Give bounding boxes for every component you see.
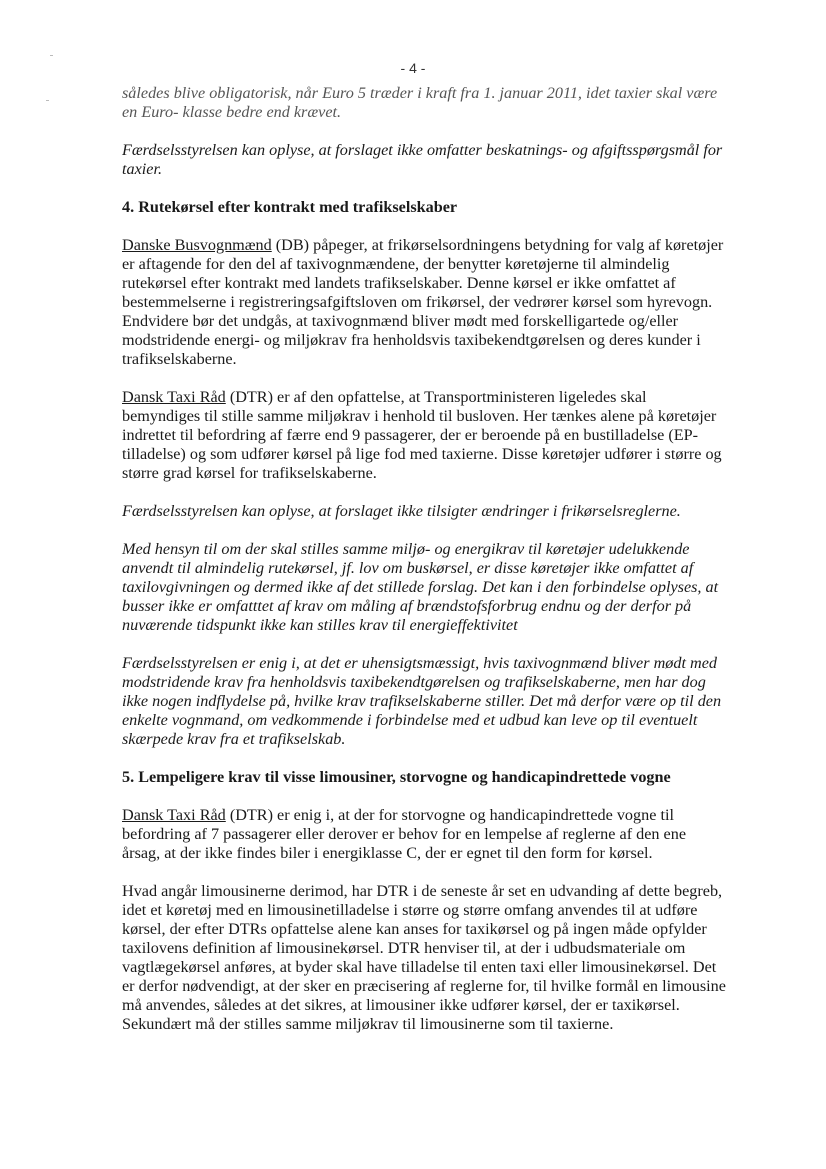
organization-name: Dansk Taxi Råd <box>122 388 226 406</box>
organization-name: Danske Busvognmænd <box>122 236 272 254</box>
paragraph-limousiner: Hvad angår limousinerne derimod, har DTR i de seneste år set en udvanding af dette begreb, idet et køretøj med en limousinetilladelse i større og større omfang anvendes til at udføre kørsel, der efter DTRs opfattelse alene kan anses for taxikørsel og på ingen måde opfylder taxilovens definition af limousinekørsel. DTR henviser til, at der i udbudsmateriale om vagtlægekørsel anføres, at byder skal have tilladelse til enten taxi eller limousinekørsel. Det er derfor nødvendigt, at der sker en præcisering af reglerne for, til hvilke formål en limousine må anvendes, således at det sikres, at limousiner ikke udfører kørsel, der er taxikørsel. Sekundært må der stilles samme miljøkrav til limousinerne som til taxierne. <box>122 882 726 1033</box>
paragraph-continuation: således blive obligatorisk, når Euro 5 træder i kraft fra 1. januar 2011, idet taxier skal være en Euro- klasse bedre end krævet. <box>122 84 718 121</box>
paragraph-response-tax: Færdselsstyrelsen kan oplyse, at forslaget ikke omfatter beskatnings- og afgiftsspørgsmål for taxier. <box>122 141 723 178</box>
paragraph-text: (DB) påpeger, at frikørselsordningens betydning for valg af køretøjer er aftagende for den del af taxivognmændene, der benytter køretøjerne til almindelig rutekørsel efter kontrakt med landets trafikselskaber. Denne kørsel er ikke omfattet af bestemmelserne i registreringsafgiftsloven om frikørsel, der vedrører kørsel som hyrevogn. Endvidere bør det undgås, at taxivognmænd bliver mødt med forskelligartede og/eller modstridende energi- og miljøkrav fra henholdsvis taxibekendtgørelsen og deres kunder i trafikselskaberne. <box>122 236 724 368</box>
paragraph-dtr <box>122 388 728 483</box>
organization-name: Dansk Taxi Råd <box>122 806 226 824</box>
document-body <box>122 84 728 1053</box>
section-heading-5: 5. Lempeligere krav til visse limousiner, storvogne og handicapindrettede vogne <box>122 768 671 786</box>
paragraph-text: (DTR) er af den opfattelse, at Transportministeren ligeledes skal bemyndiges til stille samme miljøkrav i henhold til busloven. Her tænkes alene på køretøjer indrettet til befordring af færre end 9 passagerer, der er beroende på en bustilladelse (EP-tilladelse) og som udfører kørsel på lige fod med taxierne. Disse køretøjer udfører i større og større grad kørsel for trafikselskaberne. <box>122 388 722 482</box>
section-heading-4: 4. Rutekørsel efter kontrakt med trafikselskaber <box>122 198 458 216</box>
page-number: - 4 - <box>400 60 426 76</box>
paragraph-response-trafikselskaber: Færdselsstyrelsen er enig i, at det er uhensigtsmæssigt, hvis taxivognmænd bliver mødt med modstridende krav fra henholdsvis taxibekendtgørelsen og trafikselskaberne, men har dog ikke nogen indflydelse på, hvilke krav trafikselskaberne stiller. Det må derfor være op til den enkelte vognmand, om vedkommende i forbindelse med et udbud kan leve op til eventuelt skærpede krav fra et trafikselskab. <box>122 654 722 748</box>
paragraph-response-rutekorsel: Med hensyn til om der skal stilles samme miljø- og energikrav til køretøjer udelukkende anvendt til almindelig rutekørsel, jf. lov om buskørsel, er disse køretøjer ikke omfattet af taxilovgivningen og dermed ikke af det stillede forslag. Det kan i den forbindelse oplyses, at busser ikke er omfatttet af krav om måling af brændstofsforbrug endnu og der derfor på nuværende tidspunkt ikke kan stilles krav til energieffektivitet <box>122 540 719 634</box>
paragraph-text: (DTR) er enig i, at der for storvogne og handicapindrettede vogne til befordring af 7 passagerer eller derover er behov for en lempelse af reglerne af den ene årsag, at der ikke findes biler i energiklasse C, der er egnet til den form for kørsel. <box>122 806 687 862</box>
paragraph-dtr-storvogne <box>122 806 728 863</box>
paragraph-db <box>122 236 728 369</box>
scan-speck <box>46 100 49 101</box>
scan-speck <box>50 55 53 56</box>
paragraph-response-frikorsel: Færdselsstyrelsen kan oplyse, at forslaget ikke tilsigter ændringer i frikørselsreglerne. <box>122 502 681 520</box>
